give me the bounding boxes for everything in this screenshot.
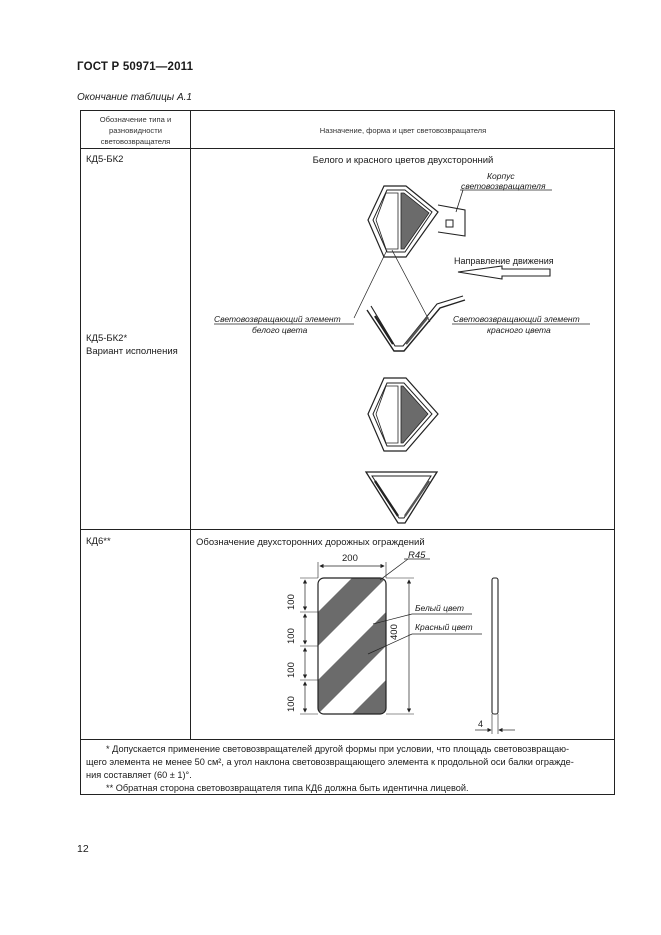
reflector-hexagon-1 [368,186,465,257]
radius-leader [380,559,408,580]
label-white-element-1: Световозвращающий элемент [214,314,341,324]
label-white-color: Белый цвет [415,603,464,613]
dim-segment-label: 100 [286,662,297,678]
kd6-reflector [318,578,386,714]
footnotes [86,743,612,795]
table-caption: Окончание таблицы А.1 [77,92,192,103]
col2-header: Назначение, форма и цвет световозвращателя [319,126,487,135]
footnote-1-line: щего элемента не менее 50 см², а угол наклона световозвращающего элемента к продольной оси балки огражде- [86,757,574,767]
label-red-element-2: красного цвета [487,325,551,335]
variant-note: Вариант исполнения [86,346,178,357]
document-header: ГОСТ Р 50971—2011 [77,61,194,73]
leader-line [392,250,430,322]
dim-width-label: 200 [342,553,358,564]
footnote-2: ** Обратная сторона световозвращателя типа КД6 должна быть идентична лицевой. [106,783,469,793]
label-white-element-2: белого цвета [252,325,308,335]
col1-header-line: световозвращателя [100,137,171,146]
label-body-1: Корпус [487,171,515,181]
dim-radius-label: R45 [408,550,426,561]
footnote-1-line: ния составляет (60 ± 1)°. [86,770,192,780]
leader-line [354,250,387,318]
code-kd5-bk2: КД5-БК2 [86,154,124,165]
row2-title: Обозначение двухсторонних дорожных ограждений [196,537,425,548]
reflector-triangle [366,472,437,523]
label-red-element-1: Световозвращающий элемент [453,314,580,324]
row1-title: Белого и красного цветов двухсторонний [312,155,494,166]
dim-segment-label: 100 [286,696,297,712]
footnote-1-line: * Допускается применение световозвращателей другой формы при условии, что площадь световозвращаю- [106,744,570,754]
dim-segment-label: 100 [286,594,297,610]
dim-thickness-label: 4 [478,719,484,729]
label-body-2: световозвращателя [461,181,546,191]
dim-segment-label: 100 [286,628,297,644]
code-kd5-bk2-variant: КД5-БК2* [86,333,128,344]
label-direction: Направление движения [454,256,554,266]
code-kd6: КД6** [86,536,111,547]
dim-segments [300,578,318,714]
page-number: 12 [77,843,89,855]
dim-height-label: 400 [389,624,400,640]
label-red-color: Красный цвет [415,622,473,632]
col1-header-line: Обозначение типа и [99,115,172,124]
reflector-hexagon-2 [368,378,438,451]
kd6-side-view [475,578,515,734]
col1-header-line: разновидности [109,126,162,135]
direction-arrow [458,266,550,279]
reflector-section-v [367,296,465,351]
